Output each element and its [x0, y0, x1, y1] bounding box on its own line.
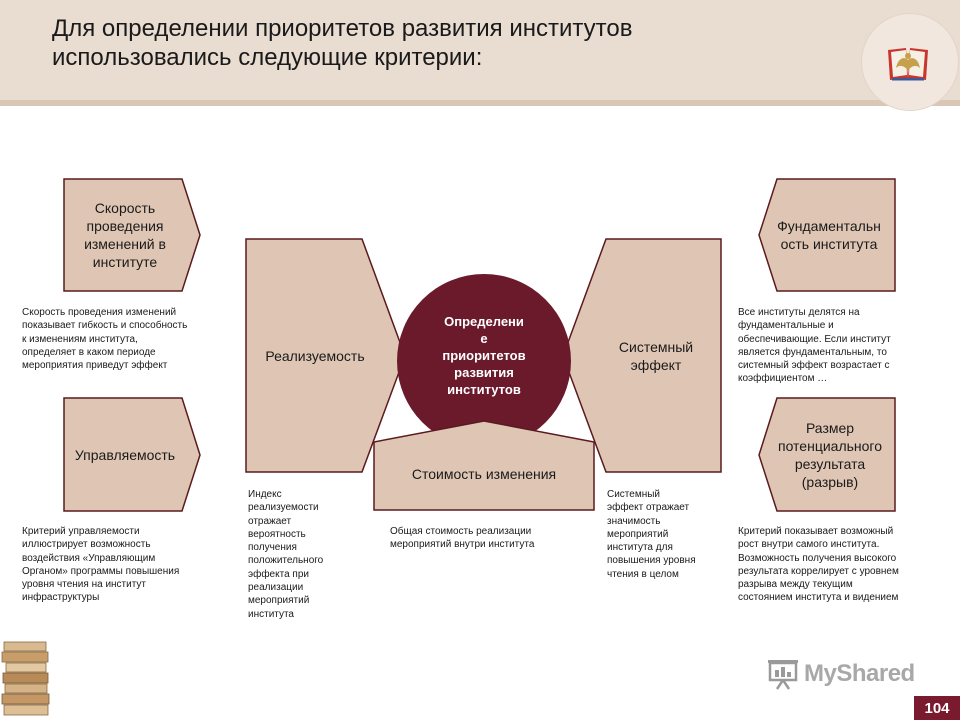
manageability-label: Управляемость [74, 447, 176, 463]
page-number: 104 [914, 696, 960, 720]
feasibility-label: Реализуемость [265, 348, 365, 364]
speed-description: Скорость проведения изменений показывает гибкость и способность к изменениям института, определяет в каком периоде мероприятия приведут эффект [22, 307, 188, 372]
potential-label: Размер потенциального результата (разрыв) [777, 420, 883, 490]
fundamental-description: Все институты делятся на фундаментальные и обеспечивающие. Если институт является фундаментальным, то системный эффект возрастает с коэффициентом … [738, 307, 891, 385]
watermark-text: MyShared [804, 660, 915, 687]
center-label: Определени е приоритетов развития институтов [442, 313, 526, 397]
cost-description: Общая стоимость реализации мероприятий внутри института [390, 526, 535, 551]
fundamental-label: Фундаментальн ость института [777, 218, 881, 252]
cost-label: Стоимость изменения [411, 466, 557, 482]
speed-label: Скорость проведения изменений в институте [84, 200, 166, 270]
presentation-icon [766, 657, 800, 691]
systemic-effect-label: Системный эффект [618, 339, 694, 373]
books-stack-icon [0, 632, 60, 720]
potential-description: Критерий показывает возможный рост внутри самого института. Возможность получения высокого результата коррелирует с уровнем разрыва между текущим состоянием института и видением [738, 526, 899, 604]
watermark [766, 656, 926, 692]
feasibility-description: Индекс реализуемости отражает вероятность получения положительного эффекта при реализации мероприятий института [248, 489, 324, 620]
slide-title-line-1: Для определении приоритетов развития институтов [52, 15, 633, 42]
systemic-effect-description: Системный эффект отражает значимость мероприятий института для повышения уровня чтения в целом [607, 489, 696, 580]
manageability-description: Критерий управляемости иллюстрирует возможность воздействия «Управляющим Органом» программы повышения уровня чтения на институт инфраструктуры [22, 526, 180, 604]
slide-title-line-2: использовались следующие критерии: [52, 44, 483, 71]
